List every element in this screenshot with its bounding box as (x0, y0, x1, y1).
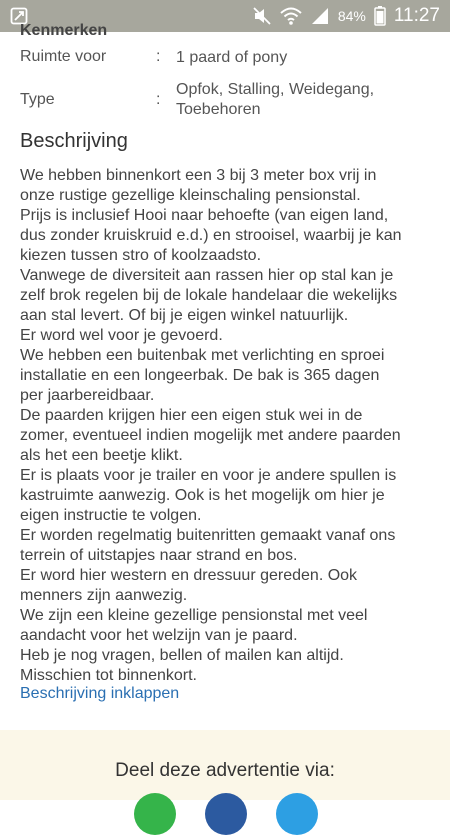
description-line: onze rustige gezellige kleinschaling pensionstal. (20, 187, 361, 204)
description-title: Beschrijving (20, 130, 128, 152)
description-line: kiezen tussen stro of koolzaadsto. (20, 247, 262, 264)
description-line: zomer, eventueel indien mogelijk met andere paarden (20, 427, 401, 444)
collapse-description-link[interactable]: Beschrijving inklappen (20, 685, 180, 702)
mute-icon (252, 6, 272, 26)
description-line: De paarden krijgen hier een eigen stuk wei in de (20, 407, 363, 424)
description-line: installatie en een longeerbak. De bak is 365 dagen (20, 367, 380, 384)
spec-value-line: Toebehoren (176, 101, 261, 118)
description-line: We hebben binnenkort een 3 bij 3 meter box vrij in (20, 167, 377, 184)
whatsapp-icon[interactable] (134, 793, 176, 835)
description-line: We zijn een kleine gezellige pensionstal met veel (20, 607, 368, 624)
battery-icon (374, 6, 386, 26)
description-line: We hebben een buitenbak met verlichting en sproei (20, 347, 385, 364)
description-line: zelf brok regelen bij de lokale handelaar die wekelijks (20, 287, 398, 304)
description-line: per jaarbereidbaar. (20, 387, 155, 404)
description-line: dus zonder kruiskruid e.d.) en strooisel, waarbij je kan (20, 227, 402, 244)
description-line: eigen instructie te volgen. (20, 507, 202, 524)
description-line: Er word wel voor je gevoerd. (20, 327, 223, 344)
wifi-icon (280, 6, 302, 26)
description-line: aandacht voor het welzijn van je paard. (20, 627, 298, 644)
description-text (20, 166, 434, 686)
description-line: kastruimte aanwezig. Ook is het mogelijk om hier je (20, 487, 385, 504)
twitter-icon[interactable] (276, 793, 318, 835)
share-panel (0, 730, 450, 800)
spec-value-line: Opfok, Stalling, Weidegang, (176, 81, 375, 98)
description-line: aan stal levert. Of bij je eigen winkel natuurlijk. (20, 307, 349, 324)
spec-separator: : (156, 48, 161, 65)
spec-row-type (20, 80, 430, 120)
description-line: Misschien tot binnenkort. (20, 667, 197, 684)
facebook-icon[interactable] (205, 793, 247, 835)
section-heading-features: Kenmerken (20, 22, 108, 39)
signal-icon (310, 6, 330, 26)
description-line: menners zijn aanwezig. (20, 587, 188, 604)
description-line: Prijs is inclusief Hooi naar behoefte (van eigen land, (20, 207, 389, 224)
description-line: Vanwege de diversiteit aan rassen hier op stal kan je (20, 267, 394, 284)
description-line: Heb je nog vragen, bellen of mailen kan altijd. (20, 647, 344, 664)
description-line: als het een beetje klikt. (20, 447, 183, 464)
description-line: terrein of uitstapjes naar strand en bos. (20, 547, 298, 564)
description-line: Er word hier western en dressuur gereden. Ook (20, 567, 358, 584)
description-line: Er is plaats voor je trailer en voor je andere spullen is (20, 467, 397, 484)
spec-row-space (20, 48, 430, 68)
description-line: Er worden regelmatig buitenritten gemaakt vanaf ons (20, 527, 396, 544)
spec-label: Type (20, 91, 55, 108)
share-title: Deel deze advertentie via: (115, 760, 335, 781)
clock: 11:27 (393, 5, 440, 26)
spec-separator: : (156, 91, 161, 108)
spec-value (176, 80, 430, 120)
battery-percent: 84% (337, 8, 366, 24)
spec-value: 1 paard of pony (176, 49, 288, 66)
spec-label: Ruimte voor (20, 48, 107, 65)
